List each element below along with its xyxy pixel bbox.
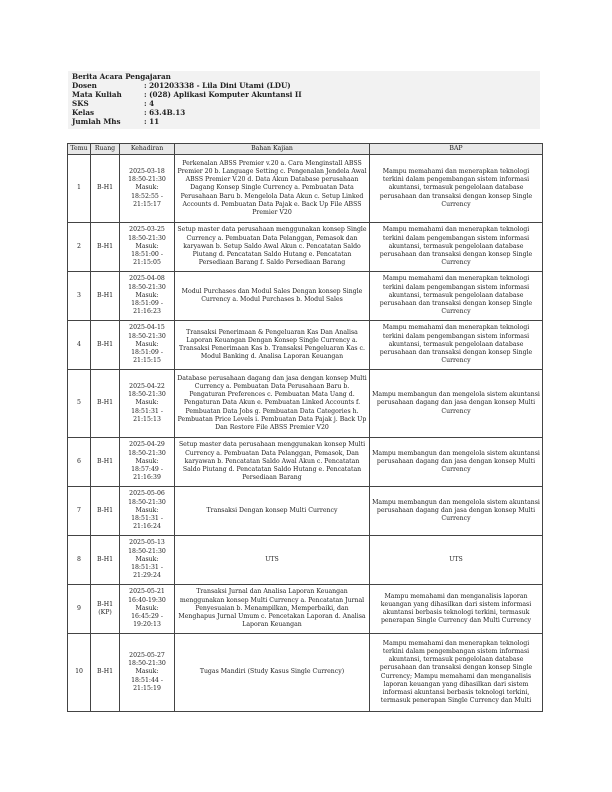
cell-kehadiran: 2025-05-21 16:40-19:30 Masuk: 16:45:29 - 19:20:13	[120, 585, 175, 634]
cell-bap: Mampu memahami dan menganalisis laporan keuangan yang dihasilkan dari sistem informasi akuntansi berbasis teknologi terkini, termasuk penerapan Single Currency dan Multi Currency	[370, 585, 543, 634]
table-row	[68, 585, 543, 634]
cell-temu: 2	[68, 223, 91, 272]
table-header-row	[68, 144, 543, 155]
field-value: : 4	[144, 99, 155, 108]
field-label: Dosen	[72, 81, 97, 90]
cell-kehadiran: 2025-04-15 18:50-21:30 Masuk: 18:51:09 - 21:15:15	[120, 321, 175, 370]
cell-bahan-kajian: Setup master data perusahaan menggunakan konsep Single Currency a. Pembuatan Data Pelanggan, Pemasok dan karyawan b. Setup Saldo Awal Akun c. Pencatatan Saldo Piutang d. Pencatatan Saldo Hutang e. Pencatatan Persediaan Barang f. Saldo Persediaan Barang	[175, 223, 370, 272]
cell-bap: Mampu membangun dan mengelola sistem akuntansi perusahaan dagang dan jasa dengan konsep Multi Currency	[370, 487, 543, 536]
column-header-temu: Temu	[68, 144, 91, 155]
cell-temu: 7	[68, 487, 91, 536]
cell-bap: Mampu memahami dan menerapkan teknologi terkini dalam pengembangan sistem informasi akuntansi, termasuk pengelolaan database perusahaan dan transaksi dengan konsep Single Currency	[370, 272, 543, 321]
cell-bahan-kajian: Transaksi Jurnal dan Analisa Laporan Keuangan menggunakan konsep Multi Currency a. Pencatatan Jurnal Penyesuaian b. Menampilkan, Memperbaiki, dan Menghapus Jurnal Umum c. Pencetakan Laporan d. Analisa Laporan Keuangan	[175, 585, 370, 634]
table-row	[68, 370, 543, 438]
cell-ruang: B-H1	[91, 321, 120, 370]
cell-bahan-kajian: Database perusahaan dagang dan jasa dengan konsep Multi Currency a. Pembuatan Data Perusahaan Baru b. Pengaturan Preferences c. Pembuatan Mata Uang d. Pengaturan Data Akun e. Pembuatan Linked Accounts f. Pembuatan Data Jobs g. Pembuatan Data Categories h. Pembuatan Price Levels i. Pembuatan Data Pajak j. Back Up Dan Restore File ABSS Premier V20	[175, 370, 370, 438]
document-title: Berita Acara Pengajaran	[72, 72, 171, 81]
cell-ruang: B-H1	[91, 536, 120, 585]
cell-ruang: B-H1	[91, 272, 120, 321]
cell-bahan-kajian: Transaksi Dengan konsep Multi Currency	[175, 487, 370, 536]
cell-temu: 9	[68, 585, 91, 634]
cell-bap: UTS	[370, 536, 543, 585]
table-row	[68, 155, 543, 223]
cell-ruang: B-H1	[91, 370, 120, 438]
field-label: Mata Kuliah	[72, 90, 122, 99]
cell-bap: Mampu membangun dan mengelola sistem akuntansi perusahaan dagang dan jasa dengan konsep Multi Currency	[370, 438, 543, 487]
cell-kehadiran: 2025-05-27 18:50-21:30 Masuk: 18:51:44 - 21:15:19	[120, 634, 175, 712]
cell-ruang: B-H1	[91, 487, 120, 536]
cell-kehadiran: 2025-03-18 18:50-21:30 Masuk: 18:52:55 - 21:15:17	[120, 155, 175, 223]
field-label: Kelas	[72, 108, 95, 117]
column-header-bap: BAP	[370, 144, 543, 155]
field-value: : 11	[144, 117, 160, 126]
cell-ruang: B-H1 (KP)	[91, 585, 120, 634]
table-row	[68, 223, 543, 272]
cell-bap: Mampu membangun dan mengelola sistem akuntansi perusahaan dagang dan jasa dengan konsep Multi Currency	[370, 370, 543, 438]
cell-bahan-kajian: Perkenalan ABSS Premier v.20 a. Cara Menginstall ABSS Premier 20 b. Language Setting c. Pengenalan Jendela Awal ABSS Premier V.20 d. Data Akun Database perusahaan Dagang Konsep Single Currency a. Pembuatan Data Perusahaan Baru b. Mengelola Data Akun c. Setup Linked Accounts d. Pembuatan Data Pajak e. Back Up File ABSS Premier V20	[175, 155, 370, 223]
cell-kehadiran: 2025-04-29 18:50-21:30 Masuk: 18:57:49 - 21:16:39	[120, 438, 175, 487]
field-value: : 63.4B.13	[144, 108, 186, 117]
cell-bahan-kajian: Transaksi Penerimaan & Pengeluaran Kas Dan Analisa Laporan Keuangan Dengan Konsep Single Currency a. Transaksi Penerimaan Kas b. Transaksi Pengeluaran Kas c. Modul Banking d. Analisa Laporan Keuangan	[175, 321, 370, 370]
cell-bap: Mampu memahami dan menerapkan teknologi terkini dalam pengembangan sistem informasi akuntansi, termasuk pengelolaan database perusahaan dan transaksi dengan konsep Single Currency; Mampu memahami dan menganalisis laporan keuangan yang dihasilkan dari sistem informasi akuntansi berbasis teknologi terkini, termasuk penerapan Single Currency dan Multi	[370, 634, 543, 712]
column-header-ruang: Ruang	[91, 144, 120, 155]
cell-temu: 4	[68, 321, 91, 370]
cell-temu: 1	[68, 155, 91, 223]
cell-bap: Mampu memahami dan menerapkan teknologi terkini dalam pengembangan sistem informasi akuntansi, termasuk pengelolaan database perusahaan dan transaksi dengan konsep Single Currency	[370, 155, 543, 223]
cell-bahan-kajian: Tugas Mandiri (Study Kasus Single Currency)	[175, 634, 370, 712]
cell-ruang: B-H1	[91, 438, 120, 487]
table-row	[68, 536, 543, 585]
cell-temu: 8	[68, 536, 91, 585]
cell-temu: 6	[68, 438, 91, 487]
header-block	[68, 71, 540, 129]
table-row	[68, 438, 543, 487]
table-body	[68, 155, 543, 712]
column-header-bahan-kajian: Bahan Kajian	[175, 144, 370, 155]
cell-temu: 5	[68, 370, 91, 438]
table-row	[68, 634, 543, 712]
cell-bahan-kajian: UTS	[175, 536, 370, 585]
table-row	[68, 487, 543, 536]
column-header-kehadiran: Kehadiran	[120, 144, 175, 155]
cell-bahan-kajian: Setup master data perusahaan menggunakan konsep Multi Currency a. Pembuatan Data Pelanggan, Pemasok, Dan karyawan b. Pencatatan Saldo Awal Akun c. Pencatatan Saldo Piutang d. Pencatatan Saldo Hutang e. Pencatatan Persediaan Barang	[175, 438, 370, 487]
cell-kehadiran: 2025-03-25 18:50-21:30 Masuk: 18:51:00 - 21:15:05	[120, 223, 175, 272]
cell-temu: 3	[68, 272, 91, 321]
cell-kehadiran: 2025-04-08 18:50-21:30 Masuk: 18:51:09 - 21:16:23	[120, 272, 175, 321]
cell-kehadiran: 2025-04-22 18:50-21:30 Masuk: 18:51:31 - 21:15:13	[120, 370, 175, 438]
cell-ruang: B-H1	[91, 155, 120, 223]
cell-temu: 10	[68, 634, 91, 712]
cell-bap: Mampu memahami dan menerapkan teknologi terkini dalam pengembangan sistem informasi akuntansi, termasuk pengelolaan database perusahaan dan transaksi dengan konsep Single Currency	[370, 223, 543, 272]
field-value: : (028) Aplikasi Komputer Akuntansi II	[144, 90, 302, 99]
cell-bap: Mampu memahami dan menerapkan teknologi terkini dalam pengembangan sistem informasi akuntansi, termasuk pengelolaan database perusahaan dan transaksi dengan konsep Single Currency	[370, 321, 543, 370]
cell-kehadiran: 2025-05-13 18:50-21:30 Masuk: 18:51:31 - 21:29:24	[120, 536, 175, 585]
table-row	[68, 321, 543, 370]
field-label: Jumlah Mhs	[72, 117, 121, 126]
table-row	[68, 272, 543, 321]
cell-bahan-kajian: Modul Purchases dan Modul Sales Dengan konsep Single Currency a. Modul Purchases b. Modul Sales	[175, 272, 370, 321]
cell-ruang: B-H1	[91, 634, 120, 712]
cell-kehadiran: 2025-05-06 18:50-21:30 Masuk: 18:51:31 - 21:16:24	[120, 487, 175, 536]
cell-ruang: B-H1	[91, 223, 120, 272]
field-label: SKS	[72, 99, 89, 108]
field-value: : 201203338 - Lila Dini Utami (LDU)	[144, 81, 291, 90]
bap-table	[67, 143, 543, 712]
